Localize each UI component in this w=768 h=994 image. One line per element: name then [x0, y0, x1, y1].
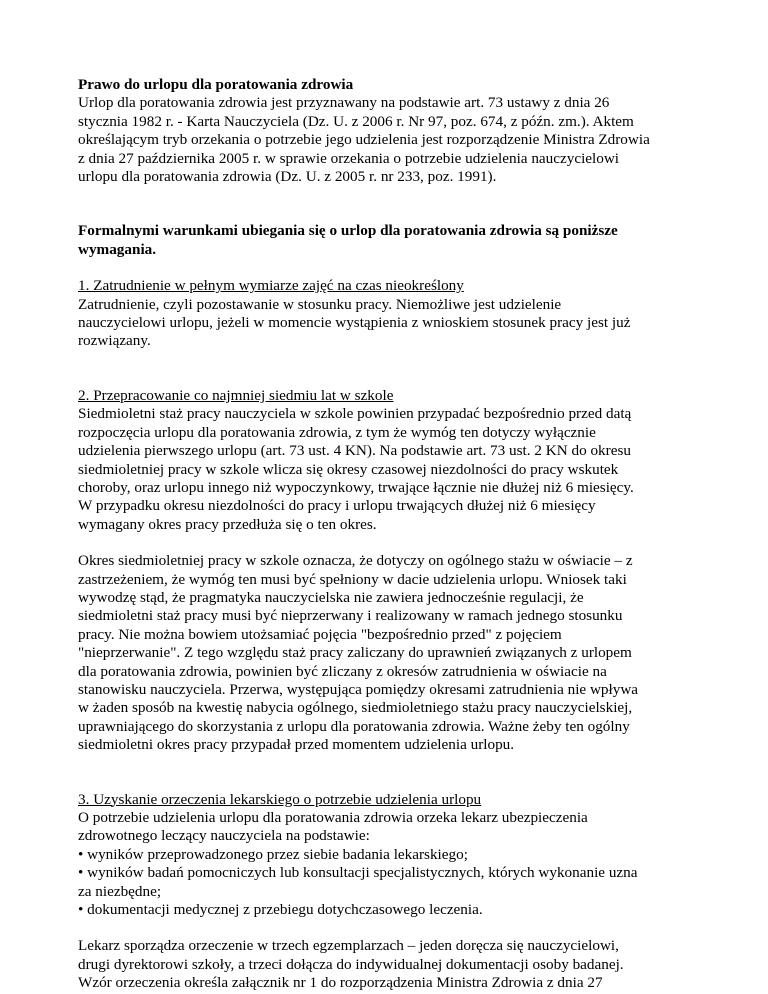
- section-2-p2-line: pracy. Nie można bowiem utożsamiać pojęcia "bezpośrednio przed" z pojęciem: [78, 625, 562, 643]
- section-1-heading: 1. Zatrudnienie w pełnym wymiarze zajęć na czas nieokreślony: [78, 277, 464, 295]
- section-2-p2-line: siedmioletni staż pracy musi być nieprzerwany i realizowany w ramach jednego stosunku: [78, 607, 623, 625]
- intro-line: stycznia 1982 r. - Karta Nauczyciela (Dz. U. z 2006 r. Nr 97, poz. 674, z późn. zm.). Aktem: [78, 112, 634, 130]
- section-2-line: W przypadku okresu niezdolności do pracy i urlopu trwających dłużej niż 6 miesięcy: [78, 497, 596, 515]
- section-2-heading: 2. Przepracowanie co najmniej siedmiu lat w szkole: [78, 386, 394, 404]
- section-2: [78, 387, 718, 534]
- section-3-line: zdrowotnego leczący nauczyciela na podstawie:: [78, 827, 370, 845]
- section-2-line: wymagany okres pracy przedłuża się o ten okres.: [78, 515, 377, 533]
- section-2-line: siedmioletniej pracy w szkole wlicza się okresy czasowej niezdolności do pracy wskutek: [78, 460, 619, 478]
- section-2-p2-line: "nieprzerwanie". Z tego względu staż pracy zaliczany do uprawnień związanych z urlopem: [78, 644, 632, 662]
- section-2-line: udzielenia pierwszego urlopu (art. 73 ust. 4 KN). Na podstawie art. 73 ust. 2 KN do okresu: [78, 442, 631, 460]
- section-2-paragraph-2: [78, 552, 718, 754]
- section-3-line: O potrzebie udzielenia urlopu dla poratowania zdrowia orzeka lekarz ubezpieczenia: [78, 809, 588, 826]
- formal-line: Formalnymi warunkami ubiegania się o urlop dla poratowania zdrowia są poniższe: [78, 222, 618, 240]
- section-2-p2-line: stanowisku nauczyciela. Przerwa, występująca pomiędzy okresami zatrudnienia nie wpływa: [78, 680, 639, 698]
- section-3-p2-line: drugi dyrektorowi szkoły, a trzeci dołącza do indywidualnej dokumentacji osoby badanej.: [78, 955, 624, 973]
- section-2-line: choroby, oraz urlopu innego niż wypoczynkowy, trwające łącznie nie dłużej niż 6 miesięcy.: [78, 478, 634, 496]
- intro-line: urlopu dla poratowania zdrowia (Dz. U. z 2005 r. nr 233, poz. 1991).: [78, 168, 497, 186]
- section-2-p2-line: w żaden sposób na kwestię nabycia ogólnego, siedmioletniego stażu pracy nauczycielskiej,: [78, 699, 633, 717]
- section-2-p2-line: Okres siedmioletniej pracy w szkole oznacza, że dotyczy on ogólnego stażu w oświacie – z: [78, 552, 633, 570]
- section-2-p2-line: dla poratowania zdrowia, powinien być zliczany z okresów zatrudnienia w oświacie na: [78, 662, 607, 680]
- bullet-item: • wyników badań pomocniczych lub konsultacji specjalistycznych, których wykonanie uzna: [78, 864, 638, 882]
- section-3-p2-line: Lekarz sporządza orzeczenie w trzech egzemplarzach – jeden doręcza się nauczycielowi,: [78, 937, 619, 955]
- intro-heading: Prawo do urlopu dla poratowania zdrowia: [78, 76, 354, 93]
- section-2-p2-line: wywodzę stąd, że pragmatyka nauczycielska nie zawiera jednocześnie regulacji, że: [78, 588, 584, 606]
- section-1: [78, 277, 718, 351]
- section-3-p2-line: Wzór orzeczenia określa załącznik nr 1 do rozporządzenia Ministra Zdrowia z dnia 27: [78, 974, 603, 992]
- intro-paragraph: [78, 76, 718, 186]
- intro-line: Urlop dla poratowania zdrowia jest przyznawany na podstawie art. 73 ustawy z dnia 26: [78, 94, 610, 112]
- formal-requirements-heading: [78, 222, 718, 259]
- bullet-item: • wyników przeprowadzonego przez siebie badania lekarskiego;: [78, 845, 468, 863]
- bullet-item: • dokumentacji medycznej z przebiegu dotychczasowego leczenia.: [78, 901, 483, 919]
- document-page: [78, 76, 718, 993]
- section-3-paragraph-2: [78, 937, 718, 992]
- intro-line: z dnia 27 października 2005 r. w sprawie orzekania o potrzebie udzielenia nauczycielowi: [78, 149, 620, 167]
- section-2-p2-line: siedmioletni okres pracy przypadał przed momentem udzielenia urlopu.: [78, 736, 515, 754]
- bullet-item-continued: za niezbędne;: [78, 882, 162, 900]
- section-2-line: Siedmioletni staż pracy nauczyciela w szkole powinien przypadać bezpośrednio przed datą: [78, 405, 632, 423]
- section-1-line: rozwiązany.: [78, 332, 151, 350]
- section-3-heading: 3. Uzyskanie orzeczenia lekarskiego o potrzebie udzielenia urlopu: [78, 790, 482, 808]
- intro-line: określającym tryb orzekania o potrzebie jego udzielenia jest rozporządzenie Ministra Zdrowia: [78, 131, 650, 149]
- formal-line: wymagania.: [78, 240, 157, 258]
- section-3: [78, 791, 718, 920]
- section-2-p2-line: uprawniającego do skorzystania z urlopu dla poratowania zdrowia. Ważne żeby ten ogólny: [78, 717, 630, 735]
- section-2-line: rozpoczęcia urlopu dla poratowania zdrowia, z tym że wymóg ten dotyczy wyłącznie: [78, 423, 596, 441]
- section-1-line: nauczycielowi urlopu, jeżeli w momencie wystąpienia z wnioskiem stosunek pracy jest już: [78, 314, 631, 332]
- section-2-p2-line: zastrzeżeniem, że wymóg ten musi być spełniony w dacie udzielenia urlopu. Wniosek taki: [78, 570, 627, 588]
- section-1-line: Zatrudnienie, czyli pozostawanie w stosunku pracy. Niemożliwe jest udzielenie: [78, 295, 562, 313]
